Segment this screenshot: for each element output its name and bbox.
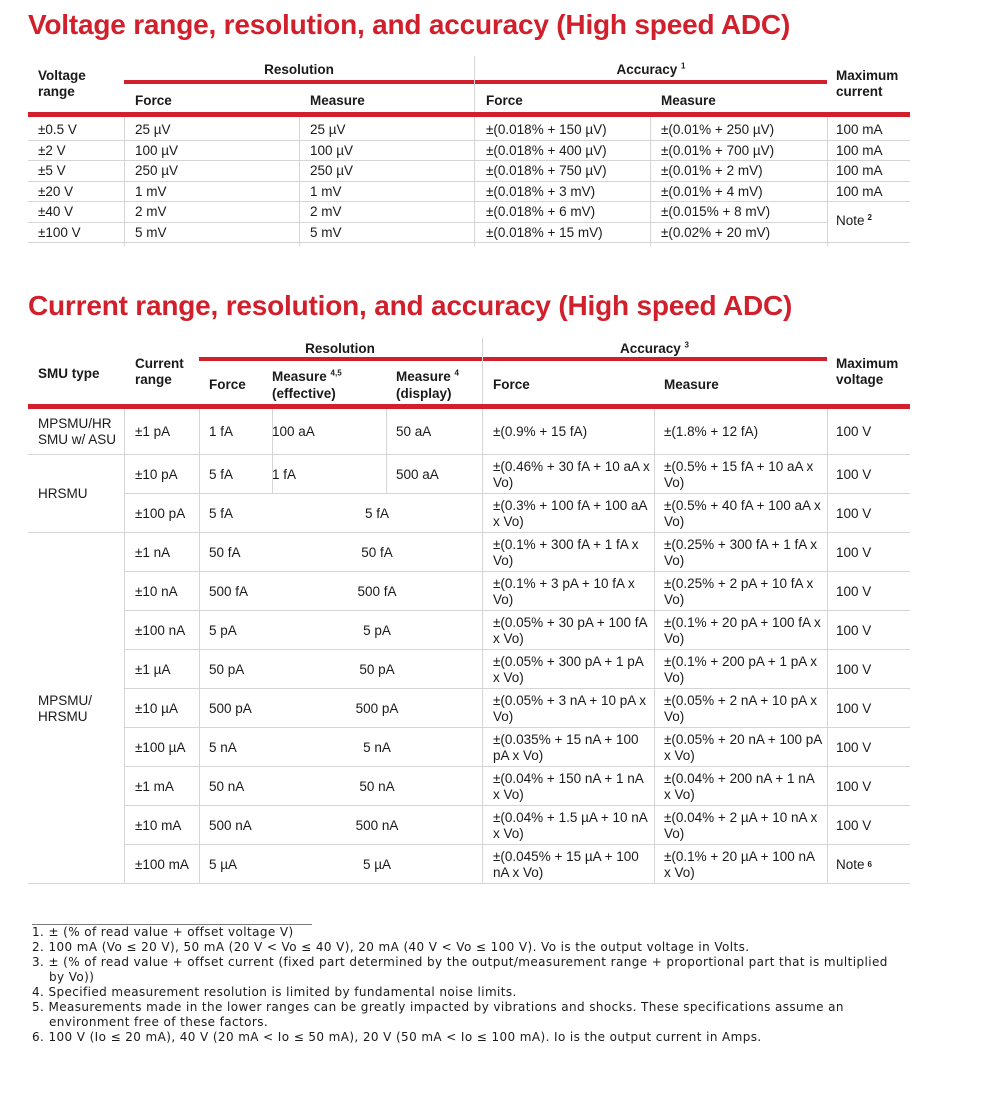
header-measure-display-label: Measure	[396, 369, 451, 384]
footnote-4: 4. Specified measurement resolution is limited by fundamental noise limits.	[32, 985, 517, 999]
max-voltage-value: 100 V	[836, 661, 872, 677]
max-voltage-value: 100 V	[836, 739, 872, 755]
cell-max-voltage	[836, 728, 910, 767]
header-accuracy-label: Accuracy	[616, 62, 678, 77]
header-resolution: Resolution	[305, 341, 375, 356]
cell-accuracy-force: ±(0.9% + 15 fA)	[493, 424, 588, 439]
cell-accuracy-force: ±(0.1% + 3 pA + 10 fA x Vo)	[493, 575, 635, 607]
cell-accuracy-force: ±(0.04% + 150 nA + 1 nA x Vo)	[493, 770, 644, 802]
cell-acc-force: ±(0.018% + 3 mV)	[486, 183, 596, 199]
cell-max-voltage	[836, 533, 910, 572]
cell-current-range: ±1 mA	[135, 778, 174, 794]
header-max-voltage: Maximum voltage	[836, 356, 899, 387]
footnote-3: 3. ± (% of read value + offset current (fixed part determined by the output/measurement range + proportional part that is multiplied	[32, 955, 888, 969]
cell-force-resolution: 1 fA	[209, 424, 234, 439]
cell-accuracy-measure: ±(0.1% + 200 pA + 1 pA x Vo)	[664, 653, 818, 685]
col-divider	[124, 117, 125, 246]
cell-current-range: ±1 µA	[135, 661, 171, 677]
cell-force-resolution: 500 pA	[209, 700, 252, 716]
row-divider	[28, 181, 910, 182]
max-voltage-value: 100 V	[836, 817, 872, 833]
cell-measure-resolution: 500 fA	[357, 583, 397, 599]
footnote-5-cont-text: environment free of these factors.	[49, 1015, 269, 1029]
header-acc-measure: Measure	[661, 93, 716, 108]
col-divider	[386, 409, 387, 494]
row-divider	[28, 883, 910, 884]
cell-accuracy-measure: ±(0.05% + 20 nA + 100 pA x Vo)	[664, 731, 822, 763]
header-current-range: Current range	[135, 356, 184, 387]
cell-force-resolution: 50 fA	[209, 544, 241, 560]
cell-max-voltage	[836, 455, 910, 494]
cell-measure-resolution: 5 nA	[363, 739, 391, 755]
max-voltage-value: 100 V	[836, 505, 872, 521]
cell-current-range: ±10 nA	[135, 583, 178, 599]
col-divider	[827, 117, 828, 246]
cell-measure-resolution: 5 fA	[364, 505, 389, 521]
max-voltage-value: 100 V	[836, 583, 872, 599]
cell-measure-resolution: 500 nA	[355, 817, 399, 833]
cell-accuracy-force: ±(0.46% + 30 fA + 10 aA x Vo)	[493, 458, 650, 490]
header-red-rule-bottom	[28, 112, 910, 117]
note-sup: 2	[867, 212, 872, 222]
cell-force-resolution: 500 nA	[209, 817, 252, 833]
cell-accuracy-measure: ±(1.8% + 12 fA)	[664, 424, 759, 439]
cell-accuracy-force: ±(0.035% + 15 nA + 100 pA x Vo)	[493, 731, 639, 763]
footnote-3-cont-text: by Vo))	[49, 970, 95, 984]
header-voltage-range: Voltage range	[38, 68, 86, 99]
header-measure-display-sup: 4	[454, 368, 459, 378]
current-section-title: Current range, resolution, and accuracy (High speed ADC)	[28, 290, 793, 321]
max-voltage-value: 100 V	[836, 544, 872, 560]
cell-range: ±2 V	[38, 142, 66, 158]
cell-accuracy-measure: ±(0.25% + 2 pA + 10 fA x Vo)	[664, 575, 814, 607]
col-divider	[482, 409, 483, 884]
cell-acc-measure: ±(0.02% + 20 mV)	[661, 224, 771, 240]
cell-current-range: ±10 µA	[135, 700, 178, 716]
cell-range: ±20 V	[38, 183, 74, 199]
header-divider	[482, 338, 483, 404]
cell-max-note	[836, 213, 872, 229]
header-measure-display-sub: (display)	[396, 386, 452, 401]
cell-force-resolution: 500 fA	[209, 583, 249, 599]
max-voltage-value: 100 V	[836, 700, 872, 716]
cell-accuracy-force: ±(0.05% + 30 pA + 100 fA x Vo)	[493, 614, 647, 646]
header-measure-effective-label: Measure	[272, 369, 327, 384]
current-table	[28, 338, 910, 886]
cell-accuracy-measure: ±(0.1% + 20 pA + 100 fA x Vo)	[664, 614, 821, 646]
cell-measure-resolution: 50 fA	[361, 544, 393, 560]
cell-res-force: 5 mV	[135, 224, 167, 240]
cell-accuracy-force: ±(0.1% + 300 fA + 1 fA x Vo)	[493, 536, 639, 568]
footnote-5: 5. Measurements made in the lower ranges can be greatly impacted by vibrations and shocks. These specifications assume an	[32, 1000, 844, 1014]
cell-force-resolution: 5 µA	[209, 856, 238, 872]
voltage-section-title: Voltage range, resolution, and accuracy (High speed ADC)	[28, 9, 791, 40]
cell-res-force: 25 µV	[135, 122, 171, 137]
header-resolution: Resolution	[264, 62, 334, 77]
header-accuracy	[482, 341, 827, 357]
cell-res-measure: 2 mV	[310, 204, 342, 219]
cell-current-range: ±100 nA	[135, 622, 186, 638]
cell-accuracy-measure: ±(0.5% + 40 fA + 100 aA x Vo)	[664, 497, 821, 529]
header-accuracy-label: Accuracy	[619, 341, 681, 356]
cell-res-measure: 25 µV	[310, 122, 346, 137]
cell-res-measure: 1 mV	[310, 183, 342, 199]
col-divider	[827, 409, 828, 884]
cell-measure-resolution: 5 pA	[363, 622, 391, 638]
footnote-6: 6. 100 V (Io ≤ 20 mA), 40 V (20 mA < Io ≤ 50 mA), 20 V (50 mA < Io ≤ 100 mA). Io is the output current in Amps.	[32, 1030, 762, 1044]
cell-current-range: ±100 µA	[135, 739, 186, 755]
cell-range: ±5 V	[38, 163, 66, 178]
footnote-5-cont	[32, 1015, 972, 1030]
col-divider	[124, 409, 125, 884]
cell-force-resolution: 5 fA	[209, 466, 234, 482]
cell-res-force: 100 µV	[135, 142, 179, 158]
header-acc-force: Force	[493, 377, 530, 392]
max-voltage-value: Note	[836, 856, 865, 872]
header-divider	[474, 56, 475, 112]
row-divider	[28, 242, 910, 243]
header-force: Force	[209, 377, 246, 392]
col-divider	[474, 117, 475, 246]
cell-measure-resolution: 50 pA	[359, 661, 395, 677]
cell-res-measure: 5 mV	[310, 224, 342, 240]
cell-current-range: ±100 pA	[135, 505, 186, 521]
cell-acc-measure: ±(0.015% + 8 mV)	[661, 204, 771, 219]
cell-measure-resolution: 5 µA	[362, 856, 392, 872]
cell-measure-resolution: 50 nA	[359, 778, 395, 794]
cell-acc-measure: ±(0.01% + 2 mV)	[661, 163, 763, 178]
cell-max-voltage	[836, 409, 910, 455]
cell-accuracy-force: ±(0.05% + 300 pA + 1 pA x Vo)	[493, 653, 644, 685]
cell-range: ±40 V	[38, 204, 74, 219]
cell-acc-force: ±(0.018% + 400 µV)	[486, 142, 607, 158]
header-max-current: Maximum current	[836, 68, 899, 99]
cell-max-voltage	[836, 650, 910, 689]
cell-accuracy-measure: ±(0.05% + 2 nA + 10 pA x Vo)	[664, 692, 818, 724]
cell-res-force: 250 µV	[135, 163, 179, 178]
header-accuracy-sup: 3	[684, 340, 689, 350]
col-divider	[299, 117, 300, 246]
header-res-measure: Measure	[310, 93, 365, 108]
max-voltage-value: 100 V	[836, 622, 872, 638]
row-divider	[28, 160, 910, 161]
cell-max: 100 mA	[836, 183, 883, 199]
cell-accuracy-measure: ±(0.04% + 200 nA + 1 nA x Vo)	[664, 770, 815, 802]
cell-max-voltage	[836, 806, 910, 845]
voltage-table	[28, 56, 910, 246]
header-accuracy	[475, 62, 827, 78]
col-divider	[650, 117, 651, 246]
header-measure-effective	[272, 368, 342, 402]
col-divider	[654, 409, 655, 884]
cell-force-resolution: 5 pA	[209, 622, 237, 638]
max-voltage-value: 100 V	[836, 466, 872, 482]
cell-measure-display: 50 aA	[396, 424, 432, 439]
header-measure-effective-sub: (effective)	[272, 386, 336, 401]
cell-accuracy-measure: ±(0.25% + 300 fA + 1 fA x Vo)	[664, 536, 818, 568]
row-divider	[28, 222, 827, 223]
header-red-rule-top	[124, 80, 827, 84]
footnotes	[32, 925, 972, 1045]
header-accuracy-sup: 1	[681, 61, 686, 71]
cell-max-voltage	[836, 572, 910, 611]
cell-max-voltage	[836, 611, 910, 650]
header-smu-type: SMU type	[38, 366, 100, 381]
cell-accuracy-force: ±(0.3% + 100 fA + 100 aA x Vo)	[493, 497, 647, 529]
smu-type-group: MPSMU/ HRSMU	[38, 692, 92, 724]
cell-measure-resolution: 500 pA	[355, 700, 399, 716]
cell-current-range: ±1 nA	[135, 544, 171, 560]
cell-res-measure: 100 µV	[310, 142, 354, 158]
cell-range: ±100 V	[38, 224, 81, 240]
header-res-force: Force	[135, 93, 172, 108]
cell-range: ±0.5 V	[38, 122, 77, 137]
max-voltage-value: 100 V	[836, 778, 872, 794]
row-divider	[28, 140, 910, 141]
cell-res-force: 1 mV	[135, 183, 167, 199]
cell-force-resolution: 5 nA	[209, 739, 237, 755]
cell-max-voltage: Note 6	[836, 856, 872, 872]
smu-type-group: HRSMU	[38, 486, 88, 501]
row-divider	[28, 201, 910, 202]
cell-measure-effective: 100 aA	[272, 424, 315, 439]
cell-measure-display: 500 aA	[396, 466, 439, 482]
cell-accuracy-force: ±(0.05% + 3 nA + 10 pA x Vo)	[493, 692, 647, 724]
cell-accuracy-force: ±(0.045% + 15 µA + 100 nA x Vo)	[493, 848, 639, 880]
cell-acc-force: ±(0.018% + 6 mV)	[486, 204, 596, 219]
cell-current-range: ±1 pA	[135, 424, 171, 439]
cell-accuracy-measure: ±(0.1% + 20 µA + 100 nA x Vo)	[664, 848, 815, 880]
note-label: Note	[836, 213, 865, 228]
cell-accuracy-measure: ±(0.04% + 2 µA + 10 nA x Vo)	[664, 809, 818, 841]
cell-max: 100 mA	[836, 142, 883, 158]
cell-accuracy-force: ±(0.04% + 1.5 µA + 10 nA x Vo)	[493, 809, 648, 841]
cell-acc-measure: ±(0.01% + 4 mV)	[661, 183, 763, 199]
cell-current-range: ±100 mA	[135, 856, 189, 872]
cell-max-voltage	[836, 494, 910, 533]
cell-acc-measure: ±(0.01% + 250 µV)	[661, 122, 775, 137]
footnote-3-cont	[32, 970, 972, 985]
footnote-1: 1. ± (% of read value + offset voltage V)	[32, 925, 294, 939]
cell-max: 100 mA	[836, 122, 883, 137]
cell-force-resolution: 50 nA	[209, 778, 245, 794]
cell-current-range: ±10 mA	[135, 817, 182, 833]
cell-res-measure: 250 µV	[310, 163, 354, 178]
footnote-2: 2. 100 mA (Vo ≤ 20 V), 50 mA (20 V < Vo ≤ 40 V), 20 mA (40 V < Vo ≤ 100 V). Vo is the output voltage in Volts.	[32, 940, 750, 954]
header-red-rule-top	[199, 357, 827, 361]
cell-max-voltage	[836, 689, 910, 728]
cell-acc-force: ±(0.018% + 15 mV)	[486, 224, 603, 240]
cell-force-resolution: 50 pA	[209, 661, 245, 677]
cell-acc-measure: ±(0.01% + 700 µV)	[661, 142, 775, 158]
cell-measure-effective: 1 fA	[272, 466, 297, 482]
cell-acc-force: ±(0.018% + 150 µV)	[486, 122, 607, 137]
cell-max-voltage	[836, 767, 910, 806]
cell-res-force: 2 mV	[135, 204, 167, 219]
cell-max: 100 mA	[836, 163, 883, 178]
cell-force-resolution: 5 fA	[209, 505, 234, 521]
cell-accuracy-measure: ±(0.5% + 15 fA + 10 aA x Vo)	[664, 458, 814, 490]
smu-type-group: MPSMU/HR SMU w/ ASU	[38, 416, 117, 447]
header-measure-display	[396, 368, 459, 402]
cell-acc-force: ±(0.018% + 750 µV)	[486, 163, 607, 178]
header-acc-measure: Measure	[664, 377, 719, 392]
cell-current-range: ±10 pA	[135, 466, 178, 482]
max-voltage-value: 100 V	[836, 424, 872, 439]
header-measure-effective-sup: 4,5	[330, 368, 342, 378]
header-acc-force: Force	[486, 93, 523, 108]
